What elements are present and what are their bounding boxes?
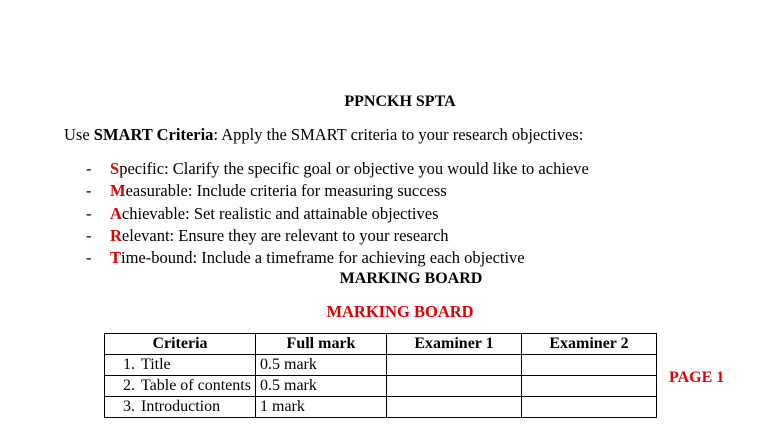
criteria-cell	[105, 376, 256, 397]
list-dash: -	[86, 181, 92, 201]
list-dash: -	[86, 225, 92, 245]
smart-text: easurable: Include criteria for measuring success	[125, 181, 447, 201]
full-mark-cell: 0.5 mark	[256, 376, 387, 397]
criteria-number: 3.	[123, 398, 135, 415]
column-header-full-mark: Full mark	[256, 334, 387, 355]
criteria-text: Title	[141, 356, 171, 373]
smart-letter: A	[110, 203, 122, 223]
smart-text: pecific: Clarify the specific goal or objective you would like to achieve	[119, 159, 589, 178]
list-item	[86, 203, 589, 225]
smart-letter: M	[110, 181, 126, 201]
column-header-criteria: Criteria	[105, 334, 256, 355]
examiner-1-cell	[387, 397, 522, 418]
criteria-cell	[105, 397, 256, 418]
smart-criteria-list	[86, 158, 589, 269]
table-header-row	[105, 334, 657, 355]
intro-prefix: Use	[64, 125, 94, 144]
intro-sentence	[64, 125, 583, 145]
list-dash: -	[86, 159, 92, 178]
smart-text: elevant: Ensure they are relevant to your research	[121, 225, 449, 245]
marking-table	[104, 333, 657, 418]
list-dash: -	[86, 203, 92, 223]
list-dash: -	[86, 248, 92, 268]
full-mark-cell: 0.5 mark	[256, 355, 387, 376]
examiner-2-cell	[522, 355, 657, 376]
full-mark-cell: 1 mark	[256, 397, 387, 418]
examiner-1-cell	[387, 376, 522, 397]
marking-board-heading-red: MARKING BOARD	[326, 302, 474, 321]
smart-text: ime-bound: Include a timeframe for achieving each objective	[121, 248, 525, 268]
intro-rest: : Apply the SMART criteria to your research objectives:	[213, 125, 584, 144]
table-row	[105, 355, 657, 376]
marking-board-heading: MARKING BOARD	[339, 270, 483, 287]
smart-text: chievable: Set realistic and attainable objectives	[121, 203, 439, 223]
table-row	[105, 376, 657, 397]
list-item	[86, 247, 589, 269]
examiner-2-cell	[522, 376, 657, 397]
list-item	[86, 225, 589, 247]
intro-bold: SMART Criteria	[93, 125, 214, 144]
criteria-text: Table of contents	[141, 377, 251, 394]
examiner-2-cell	[522, 397, 657, 418]
page-title: PPNCKH SPTA	[344, 93, 456, 110]
examiner-1-cell	[387, 355, 522, 376]
list-item	[86, 180, 589, 202]
criteria-number: 1.	[123, 356, 135, 373]
list-item	[86, 158, 589, 180]
page-label: PAGE 1	[669, 369, 725, 386]
smart-letter: R	[110, 225, 122, 245]
column-header-examiner-2: Examiner 2	[522, 334, 657, 355]
table-row	[105, 397, 657, 418]
column-header-examiner-1: Examiner 1	[387, 334, 522, 355]
criteria-cell	[105, 355, 256, 376]
criteria-number: 2.	[123, 377, 135, 394]
smart-letter: T	[110, 248, 122, 268]
smart-letter: S	[110, 159, 120, 178]
criteria-text: Introduction	[141, 398, 221, 415]
